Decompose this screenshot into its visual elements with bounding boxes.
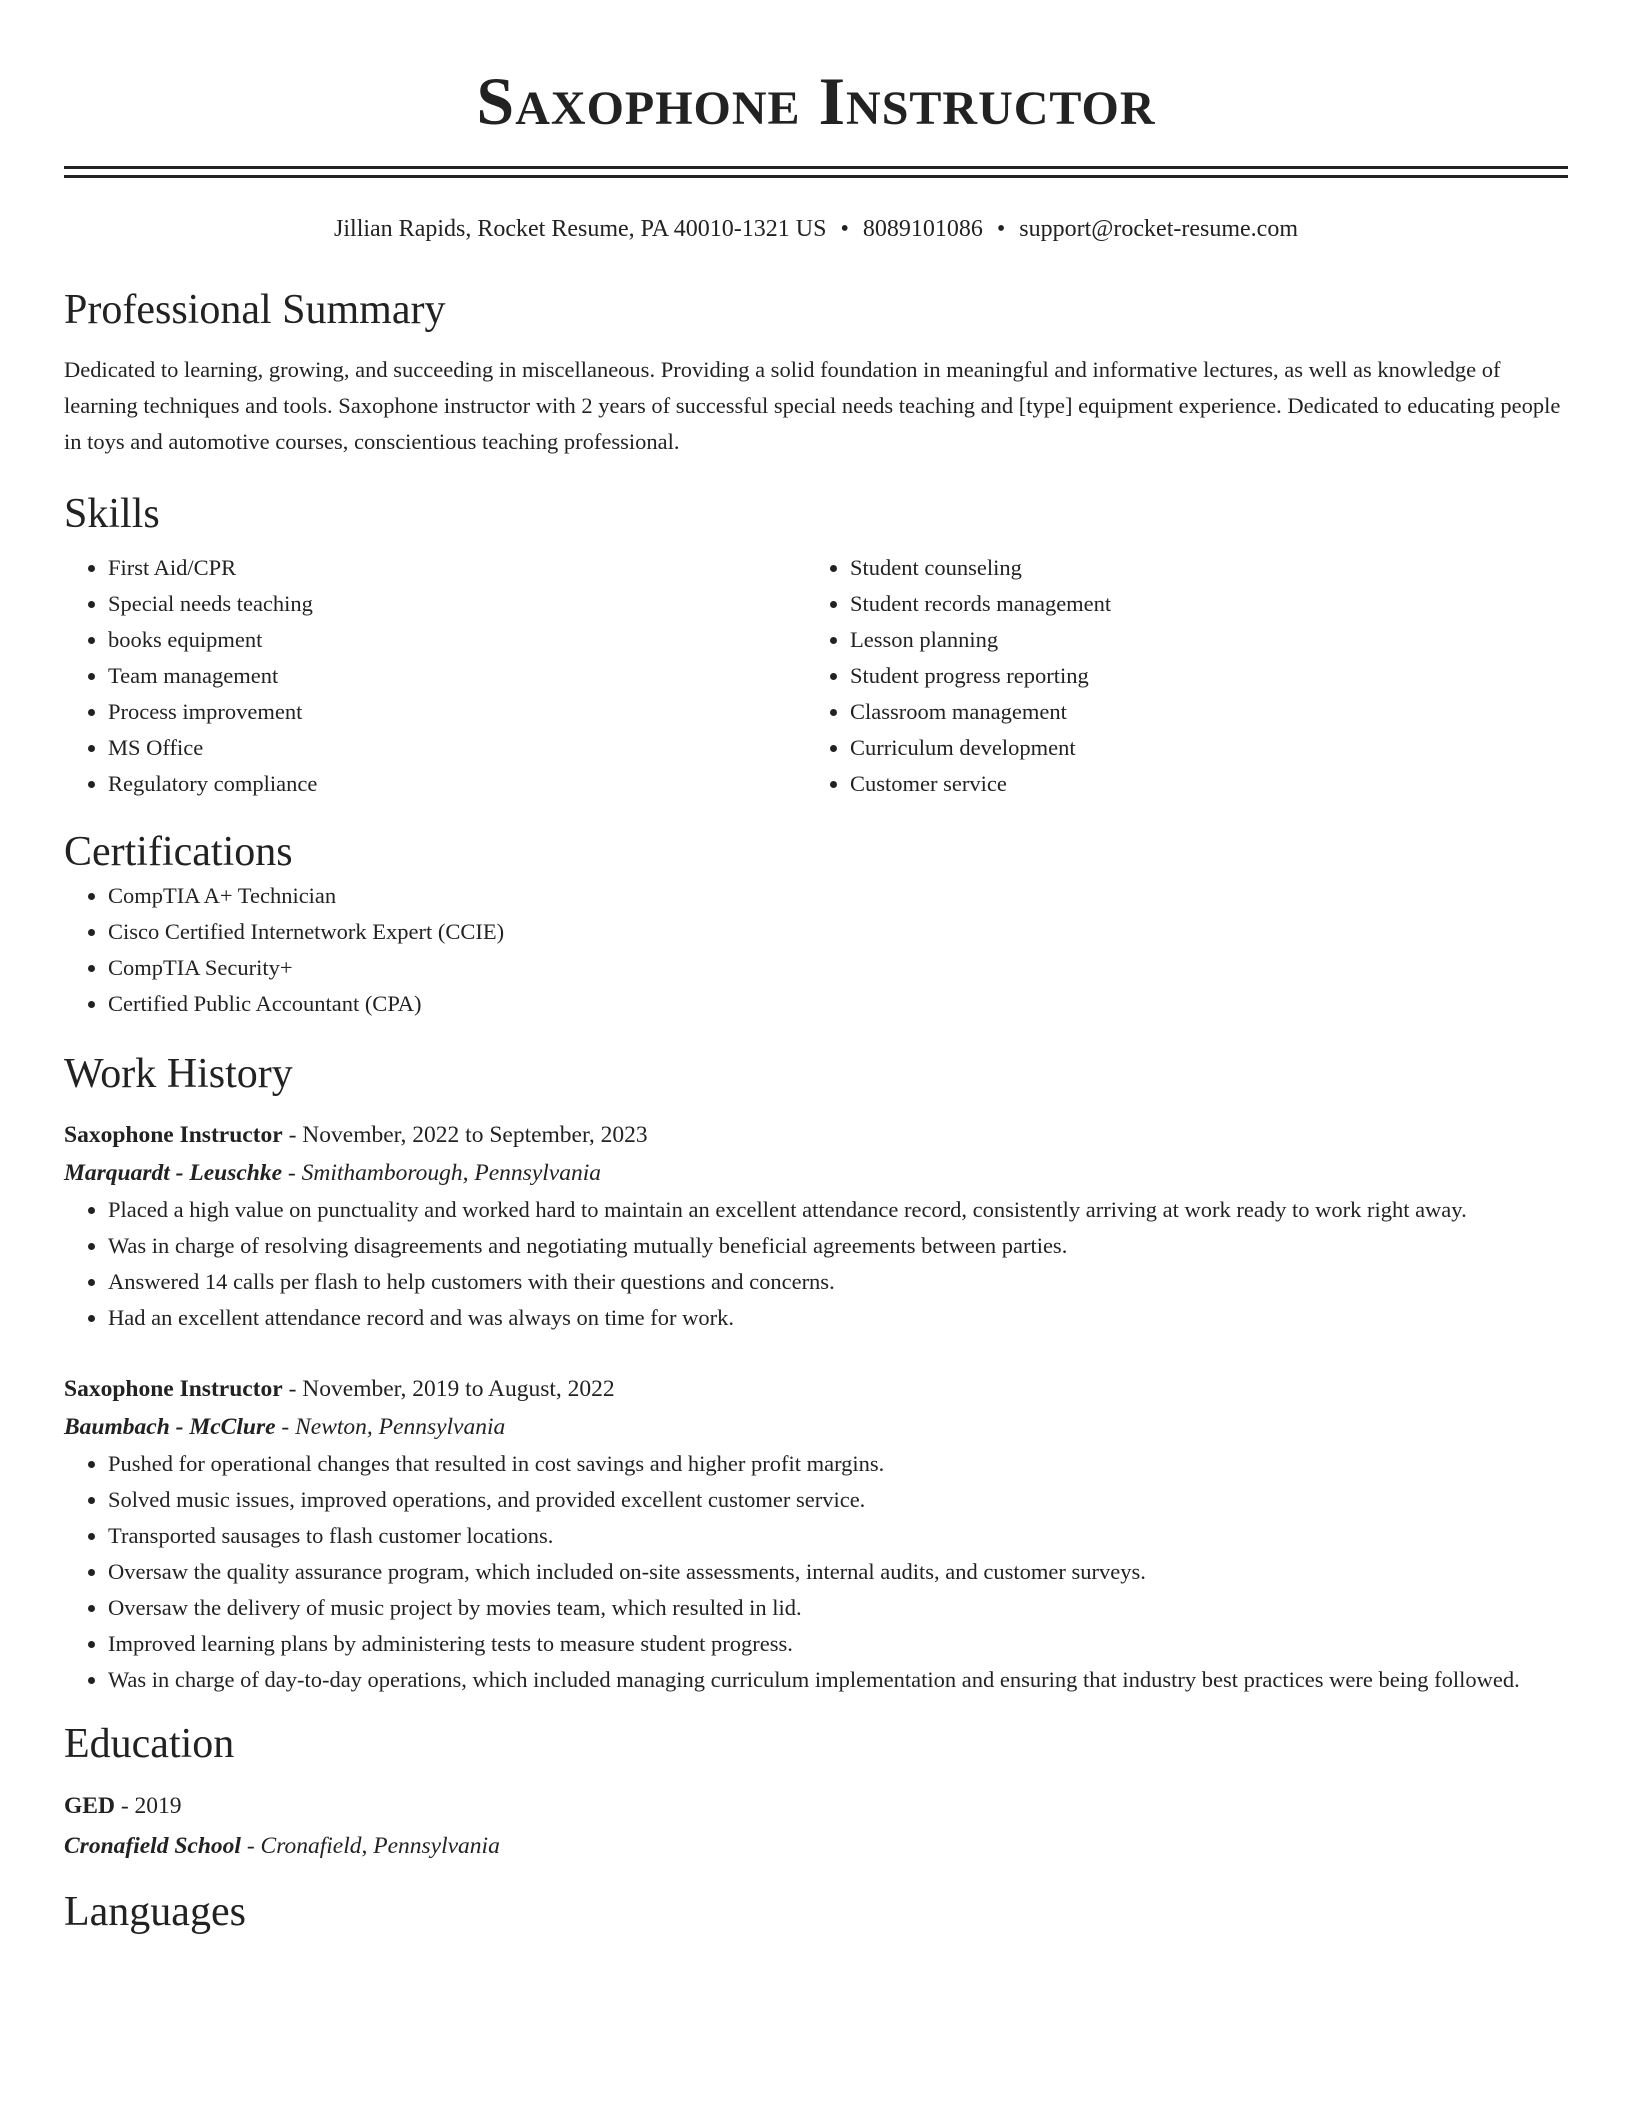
skill-item: • books equipment — [108, 622, 806, 658]
job-location: - Smithamborough, Pennsylvania — [282, 1160, 601, 1186]
summary-text: Dedicated to learning, growing, and succeeding in miscellaneous. Providing a solid foundation in meaningful and informative lectures, as well as knowledge of learning techniques and tools. Saxophone instructor with 2 years of successful special needs teaching and [type] equipment experience. Dedicated to educating people in toys and automotive courses, conscientious teaching professional. — [64, 357, 1561, 454]
job-employer-line — [64, 1154, 1568, 1192]
education-degree: GED — [64, 1793, 115, 1819]
skill-item: • Lesson planning — [850, 622, 1548, 658]
certification-item: • Certified Public Accountant (CPA) — [108, 986, 1568, 1022]
job-title: Saxophone Instructor — [64, 1376, 283, 1402]
contact-separator: • — [840, 216, 849, 242]
job-bullet: • Was in charge of day-to-day operations, which included managing curriculum implementation and ensuring that industry best practices were being followed. — [108, 1662, 1568, 1698]
job-bullet: • Improved learning plans by administering tests to measure student progress. — [108, 1626, 1568, 1662]
skill-item: • Student counseling — [850, 550, 1548, 586]
skill-item: • Customer service — [850, 766, 1548, 802]
skill-item: • Regulatory compliance — [108, 766, 806, 802]
certification-item: • CompTIA Security+ — [108, 950, 1568, 986]
job-bullet: • Was in charge of resolving disagreements and negotiating mutually beneficial agreements between parties. — [108, 1228, 1568, 1264]
summary-section — [64, 284, 1568, 460]
certifications-heading: Certifications — [64, 829, 293, 875]
education-location: - Cronafield, Pennsylvania — [240, 1833, 500, 1859]
skills-list-left — [64, 550, 806, 802]
contact-email: support@rocket-resume.com — [1019, 216, 1298, 242]
job-employer: Baumbach - McClure — [64, 1414, 276, 1440]
job-dates: - November, 2022 to September, 2023 — [282, 1122, 648, 1148]
skill-item: • MS Office — [108, 730, 806, 766]
certification-item: • Cisco Certified Internetwork Expert (CCIE) — [108, 914, 1568, 950]
job-bullets — [64, 1446, 1568, 1698]
education-section — [64, 1718, 1568, 1866]
education-school-line — [64, 1826, 1568, 1866]
education-degree-line — [64, 1786, 1568, 1826]
job-location: - Newton, Pennsylvania — [275, 1414, 506, 1440]
job-title-line — [64, 1370, 1568, 1408]
job-title-line — [64, 1116, 1568, 1154]
job-entry — [64, 1116, 1568, 1336]
job-bullet: • Had an excellent attendance record and was always on time for work. — [108, 1300, 1568, 1336]
certifications-section — [64, 826, 1568, 1022]
skills-section — [64, 488, 1568, 802]
skill-item: • Team management — [108, 658, 806, 694]
work-history-heading: Work History — [64, 1051, 293, 1097]
summary-heading: Professional Summary — [64, 287, 446, 333]
education-entry — [64, 1786, 1568, 1866]
skill-item: • Process improvement — [108, 694, 806, 730]
education-year: - 2019 — [114, 1793, 182, 1819]
job-bullet: • Pushed for operational changes that resulted in cost savings and higher profit margins. — [108, 1446, 1568, 1482]
resume-title: Saxophone Instructor — [476, 63, 1156, 139]
skill-item: • First Aid/CPR — [108, 550, 806, 586]
title-rule-top — [64, 166, 1568, 169]
languages-section — [64, 1886, 1568, 1938]
job-title: Saxophone Instructor — [64, 1122, 283, 1148]
skills-heading: Skills — [64, 491, 160, 537]
job-bullet: • Placed a high value on punctuality and worked hard to maintain an excellent attendance record, consistently arriving at work ready to work right away. — [108, 1192, 1568, 1228]
job-employer: Marquardt - Leuschke — [64, 1160, 283, 1186]
job-dates: - November, 2019 to August, 2022 — [282, 1376, 615, 1402]
job-bullet: • Answered 14 calls per flash to help customers with their questions and concerns. — [108, 1264, 1568, 1300]
skill-item: • Special needs teaching — [108, 586, 806, 622]
skill-item: • Classroom management — [850, 694, 1548, 730]
skills-column-right — [806, 550, 1548, 802]
skill-item: • Curriculum development — [850, 730, 1548, 766]
contact-address: Jillian Rapids, Rocket Resume, PA 40010-1321 US — [334, 216, 827, 242]
job-bullet: • Oversaw the delivery of music project by movies team, which resulted in lid. — [108, 1590, 1568, 1626]
job-bullets — [64, 1192, 1568, 1336]
job-entry — [64, 1370, 1568, 1698]
title-rule-bottom — [64, 175, 1568, 178]
skills-list-right — [806, 550, 1548, 802]
certification-item: • CompTIA A+ Technician — [108, 878, 1568, 914]
contact-separator: • — [996, 216, 1006, 242]
contact-phone: 8089101086 — [862, 216, 983, 242]
skills-grid — [64, 550, 1568, 802]
contact-line — [64, 214, 1568, 244]
job-bullet: • Solved music issues, improved operations, and provided excellent customer service. — [108, 1482, 1568, 1518]
education-heading: Education — [64, 1721, 235, 1767]
skills-column-left — [64, 550, 806, 802]
education-school: Cronafield School — [64, 1833, 241, 1859]
languages-heading: Languages — [64, 1889, 246, 1935]
skill-item: • Student records management — [850, 586, 1548, 622]
job-bullet: • Oversaw the quality assurance program, which included on-site assessments, internal audits, and customer surveys. — [108, 1554, 1568, 1590]
certifications-list — [64, 878, 1568, 1022]
skill-item: • Student progress reporting — [850, 658, 1548, 694]
job-employer-line — [64, 1408, 1568, 1446]
work-history-section — [64, 1048, 1568, 1698]
job-bullet: • Transported sausages to flash customer locations. — [108, 1518, 1568, 1554]
